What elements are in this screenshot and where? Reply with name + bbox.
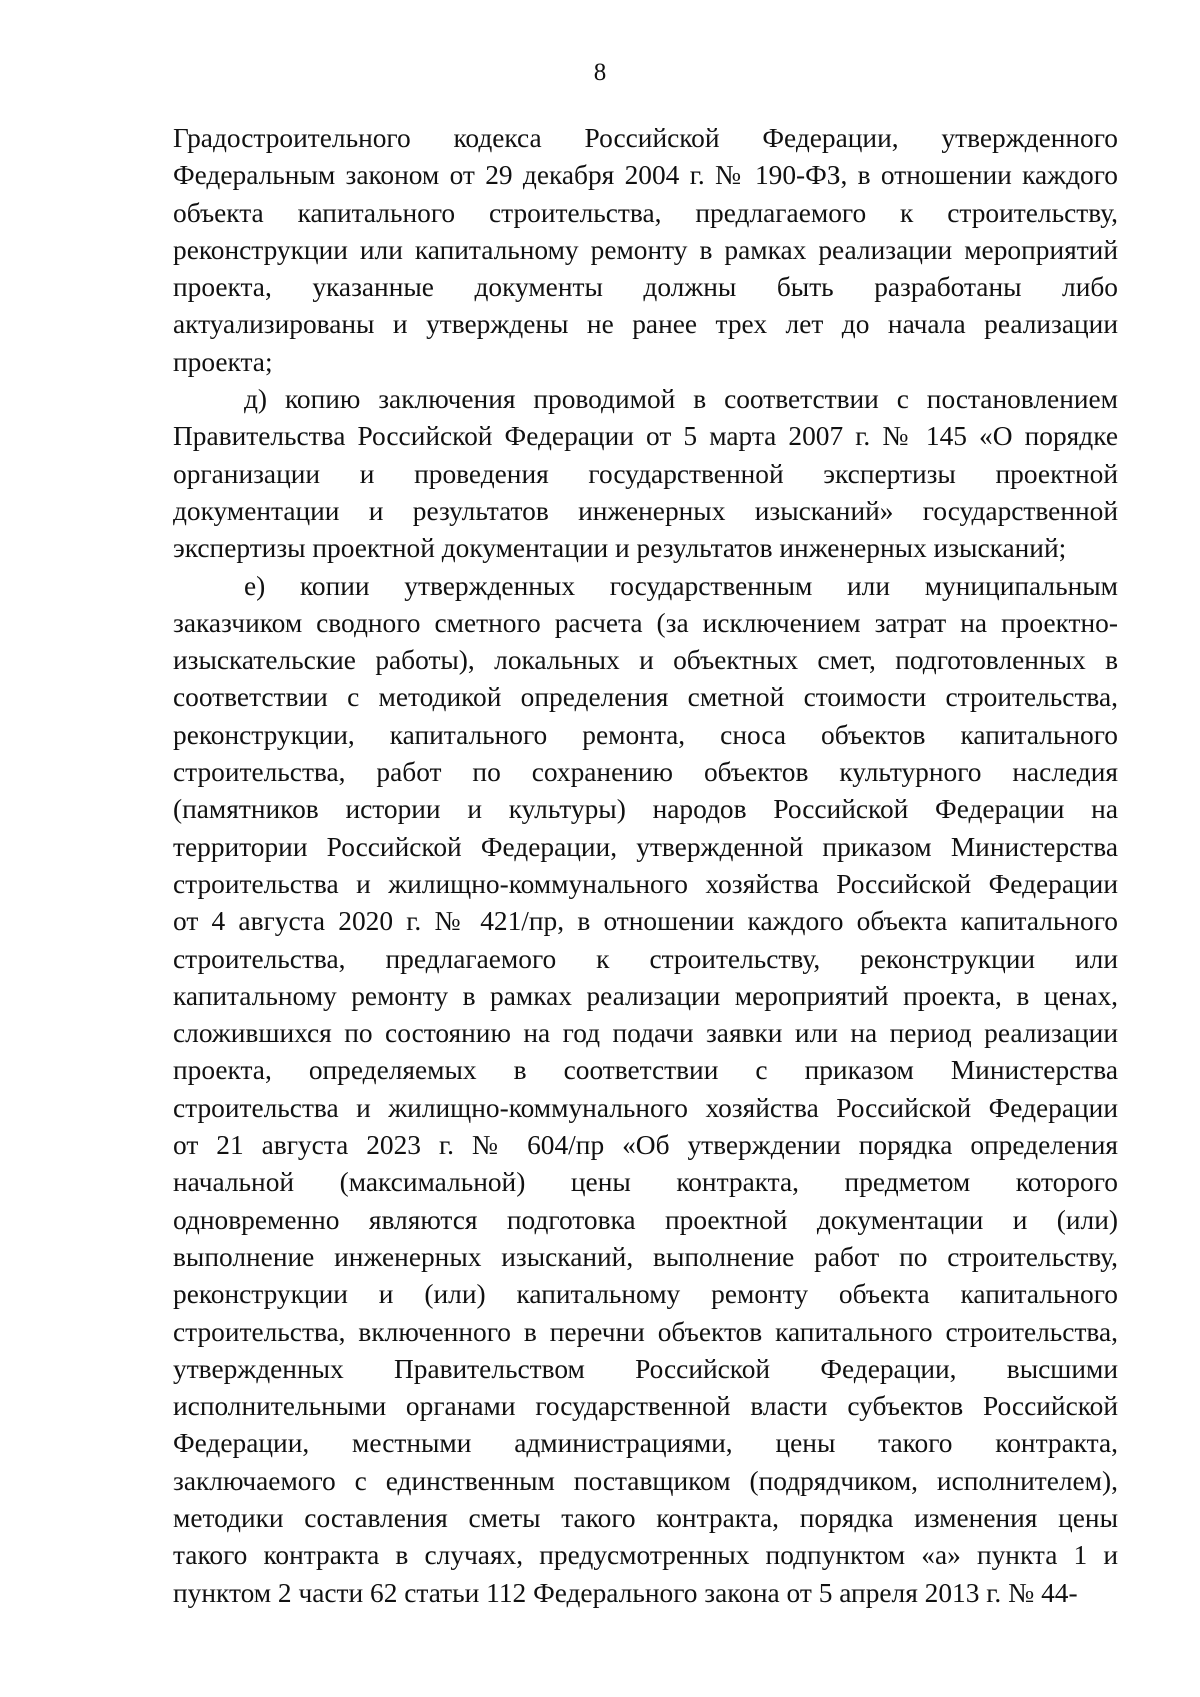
text-line: пунктом 2 части 62 статьи 112 Федерального закона от 5 апреля 2013 г. № 44- (173, 1577, 1078, 1608)
text-line: экспертизы проектной документации и результатов инженерных изысканий; (173, 533, 1067, 564)
text-line: заключаемого с единственным поставщиком (подрядчиком, исполнителем), (173, 1465, 1118, 1496)
text-line: строительства и жилищно-коммунального хозяйства Российской Федерации (173, 868, 1118, 899)
text-line: утвержденных Правительством Российской Федерации, высшими (173, 1353, 1118, 1384)
text-line: реконструкции или капитальному ремонту в рамках реализации мероприятий (173, 234, 1118, 265)
text-line: проекта; (173, 346, 273, 377)
text-line: реконструкции и (или) капитальному ремонту объекта капитального (173, 1279, 1118, 1310)
text-line: капитальному ремонту в рамках реализации мероприятий проекта, в ценах, (173, 980, 1118, 1011)
text-line: выполнение инженерных изысканий, выполнение работ по строительству, (173, 1241, 1118, 1272)
text-line: территории Российской Федерации, утвержденной приказом Министерства (173, 831, 1118, 862)
text-line: реконструкции, капитального ремонта, сноса объектов капитального (173, 719, 1118, 750)
text-line: Федерации, местными администрациями, цены такого контракта, (173, 1428, 1118, 1459)
document-body (173, 120, 1118, 1612)
text-line: соответствии с методикой определения сметной стоимости строительства, (173, 682, 1118, 713)
text-line: методики составления сметы такого контракта, порядка изменения цены (173, 1502, 1118, 1533)
text-line: объекта капитального строительства, предлагаемого к строительству, (173, 197, 1118, 228)
paragraph-item-d (173, 381, 1118, 567)
text-line: строительства, работ по сохранению объектов культурного наследия (173, 757, 1118, 788)
text-line: (памятников истории и культуры) народов Российской Федерации на (173, 794, 1118, 825)
text-line: изыскательские работы), локальных и объектных смет, подготовленных в (173, 645, 1118, 676)
text-line: от 21 августа 2023 г. № 604/пр «Об утверждении порядка определения (173, 1130, 1118, 1161)
text-line: исполнительными органами государственной власти субъектов Российской (173, 1391, 1118, 1422)
page-number: 8 (593, 59, 607, 86)
text-line: Правительства Российской Федерации от 5 марта 2007 г. № 145 «О порядке (173, 421, 1118, 452)
text-line: актуализированы и утверждены не ранее трех лет до начала реализации (173, 309, 1118, 340)
paragraph-item-e (173, 568, 1118, 1612)
text-line: строительства, предлагаемого к строительству, реконструкции или (173, 943, 1118, 974)
text-line: проекта, указанные документы должны быть разработаны либо (173, 272, 1118, 303)
text-line: такого контракта в случаях, предусмотренных подпунктом «а» пункта 1 и (173, 1540, 1118, 1571)
text-line: сложившихся по состоянию на год подачи заявки или на период реализации (173, 1018, 1118, 1049)
text-line: начальной (максимальной) цены контракта, предметом которого (173, 1167, 1118, 1198)
paragraph-continuation (173, 120, 1118, 381)
text-line: строительства и жилищно-коммунального хозяйства Российской Федерации (173, 1092, 1118, 1123)
text-line: заказчиком сводного сметного расчета (за исключением затрат на проектно- (173, 607, 1118, 638)
text-line: одновременно являются подготовка проектной документации и (или) (173, 1204, 1118, 1235)
text-line: организации и проведения государственной экспертизы проектной (173, 458, 1118, 489)
text-line: строительства, включенного в перечни объектов капитального строительства, (173, 1316, 1118, 1347)
text-line: Градостроительного кодекса Российской Федерации, утвержденного (173, 123, 1118, 153)
text-line: е) копии утвержденных государственным или муниципальным (244, 570, 1118, 601)
text-line: документации и результатов инженерных изысканий» государственной (173, 495, 1118, 526)
text-line: д) копию заключения проводимой в соответствии с постановлением (244, 384, 1118, 415)
text-line: Федеральным законом от 29 декабря 2004 г. № 190-ФЗ, в отношении каждого (173, 160, 1118, 191)
text-line: от 4 августа 2020 г. № 421/пр, в отношении каждого объекта капитального (173, 906, 1118, 937)
text-line: проекта, определяемых в соответствии с приказом Министерства (173, 1055, 1118, 1086)
